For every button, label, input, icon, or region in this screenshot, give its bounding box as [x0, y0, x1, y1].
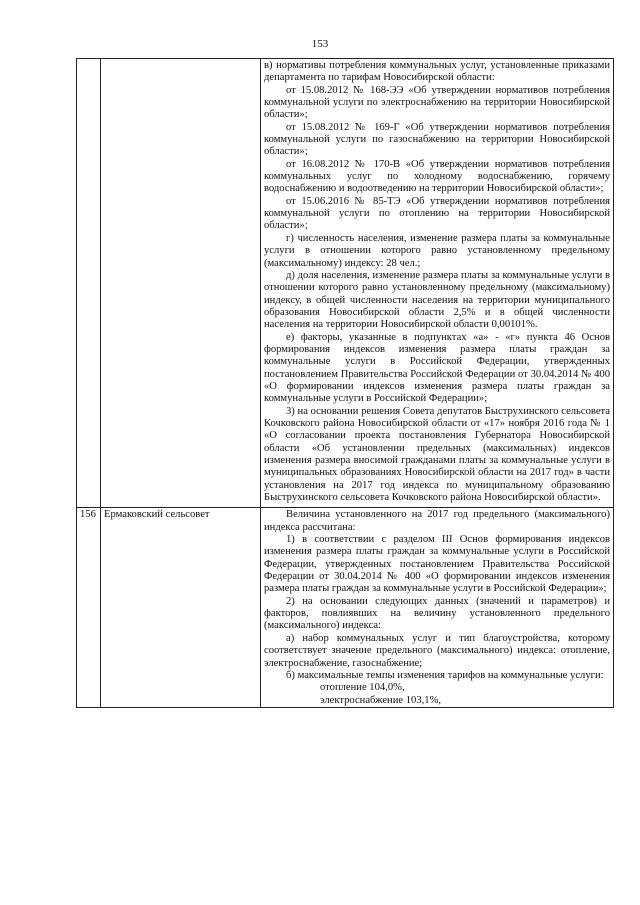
paragraph: от 16.08.2012 № 170-В «Об утверждении нормативов потребления коммунальных услуг по холодному водоснабжению, горячему водоснабжению и водоотведению на территории Новосибирской области»; — [264, 158, 610, 195]
paragraph: в) нормативы потребления коммунальных услуг, установленные приказами департамента по тарифам Новосибирской области: — [264, 60, 610, 84]
table-body — [77, 59, 614, 708]
row-number — [77, 59, 101, 508]
municipality-name: Ермаковский сельсовет — [101, 508, 261, 708]
paragraph: д) доля населения, изменение размера платы за коммунальные услуги в отношении которого равно установленному предельному (максимальному) индексу, в общей численности населения на территории муниципального образования Новосибирской области 2,5% и в общей численности населения на территории Новосибирской области 0,00101%. — [264, 269, 610, 331]
paragraph: от 15.08.2012 № 169-Г «Об утверждении нормативов потребления коммунальной услуги по газоснабжению на территории Новосибирской области»; — [264, 121, 610, 158]
table-row — [77, 59, 614, 508]
paragraph: электроснабжение 103,1%, — [320, 694, 442, 706]
table-row — [77, 508, 614, 708]
paragraph: 3) на основании решения Совета депутатов Быструхинского сельсовета Кочковского района Новосибирской области от «17» ноября 2016 года № 1 «О согласовании проекта постановления Губернатора Новосибирской области «Об установлении предельных (максимальных) индексов изменения размера вносимой гражданами платы за коммунальные услуги в муниципальных образованиях Новосибирской области на 2017 год» в части установления на 2017 год индекса по муниципальному образованию Быструхинского сельсовета Кочковского района Новосибирской области». — [264, 405, 610, 504]
row-content — [261, 508, 614, 708]
paragraph: а) набор коммунальных услуг и тип благоустройства, которому соответствует значение предельного (максимального) индекса: отопление, электроснабжение, газоснабжение; — [264, 632, 610, 669]
paragraph: 2) на основании следующих данных (значений и параметров) и факторов, повлиявших на величину установленного предельного (максимального) индекса: — [264, 595, 610, 632]
page-number: 153 — [311, 38, 329, 50]
municipality-name — [101, 59, 261, 508]
paragraph: б) максимальные темпы изменения тарифов на коммунальные услуги: — [286, 669, 604, 681]
document-table — [76, 58, 614, 708]
paragraph: г) численность населения, изменение размера платы за коммунальные услуги в отношении которого равно установленному предельному (максимальному) индексу: 28 чел.; — [264, 232, 610, 269]
paragraph: 1) в соответствии с разделом III Основ формирования индексов изменения размера платы граждан за коммунальные услуги в Российской Федерации, утвержденных постановлением Правительства Российской Федерации от 30.04.2014 № 400 «О формировании индексов изменения размера платы граждан за коммунальные услуги в Российской Федерации»; — [264, 534, 610, 595]
paragraph: от 15.06.2016 № 85-ТЭ «Об утверждении нормативов потребления коммунальной услуги по отоплению на территории Новосибирской области»; — [264, 195, 610, 232]
paragraph: е) факторы, указанные в подпунктах «а» - «г» пункта 46 Основ формирования индексов изменения размера платы граждан за коммунальные услуги в Российской Федерации, утвержденных постановлением Правительства Российской Федерации от 30.04.2014 № 400 «О формировании индексов изменения размера платы граждан за коммунальные услуги в Российской Федерации»; — [264, 331, 610, 405]
row-content — [261, 59, 614, 508]
paragraph: Величина установленного на 2017 год предельного (максимального) индекса рассчитана: — [264, 509, 610, 533]
paragraph: отопление 104,0%, — [320, 682, 405, 694]
paragraph: от 15.08.2012 № 168-ЭЭ «Об утверждении нормативов потребления коммунальной услуги по электроснабжению на территории Новосибирской области»; — [264, 84, 610, 121]
row-number: 156 — [77, 508, 101, 708]
